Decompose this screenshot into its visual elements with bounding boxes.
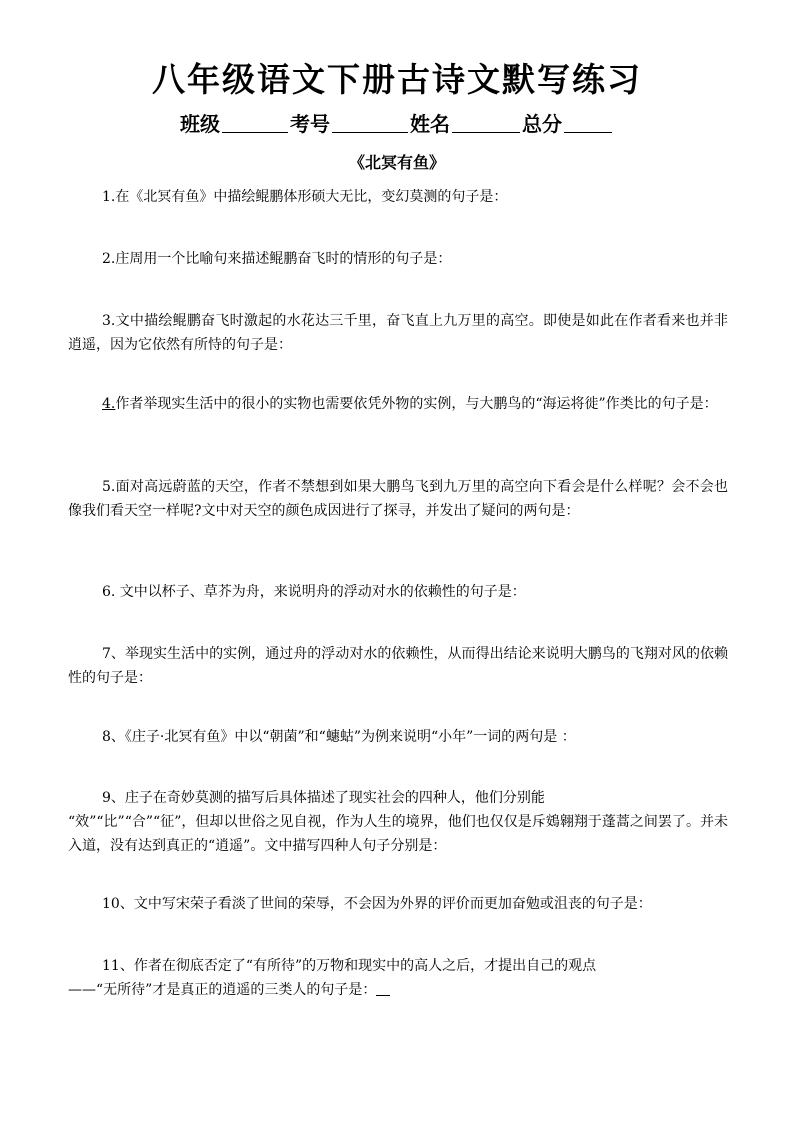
question-8: 8、《庄子·北冥有鱼》中以“朝菌”和“蟪蛄”为例来说明“小年”一词的两句是 ： — [102, 729, 576, 745]
question-2: 2.庄周用一个比喻句来描述鲲鹏奋飞时的情形的句子是： — [102, 251, 452, 267]
exam-no-blank[interactable] — [332, 112, 408, 133]
question-11 — [68, 954, 728, 1002]
section-title: 《北冥有鱼》 — [348, 153, 445, 172]
question-7: 7、举现实生活中的实例，通过舟的浮动对水的依赖性，从而得出结论来说明大鹏鸟的飞翔对风的依赖性的句子是： — [68, 646, 728, 686]
question-9-line-2: “效”“比”“合”“征”，但却以世俗之见自视，作为人生的境界，他们也仅仅是斥鴳翱翔于蓬蒿之间罢了。并未入道，没有达到真正的“逍遥”。文中描写四种人句子分别是： — [68, 814, 728, 854]
question-9-line-1: 9、庄子在奇妙莫测的描写后具体描述了现实社会的四种人，他们分别能 — [102, 790, 545, 806]
question-11-line-1: 11、作者在彻底否定了“有所待”的万物和现实中的高人之后，才提出自己的观点 — [102, 958, 597, 974]
question-4-number: 4. — [102, 396, 116, 412]
question-6: 6. 文中以杯子、草芥为舟，来说明舟的浮动对水的依赖性的句子是： — [102, 584, 526, 600]
question-10: 10、文中写宋荣子看淡了世间的荣辱，不会因为外界的评价而更加奋勉或沮丧的句子是： — [102, 896, 652, 912]
class-blank[interactable] — [222, 112, 288, 133]
question-4-text: 作者举现实生活中的很小的实物也需要依凭外物的实例，与大鹏鸟的“海运将徙”作类比的句子是： — [115, 396, 718, 412]
student-info-line — [0, 110, 794, 138]
total-blank[interactable] — [564, 112, 612, 133]
question-5: 5.面对高远蔚蓝的天空，作者不禁想到如果大鹏鸟飞到九万里的高空向下看会是什么样呢？会不会也像我们看天空一样呢?文中对天空的颜色成因进行了探寻，并发出了疑问的两句是： — [68, 479, 728, 519]
question-1: 1.在《北冥有鱼》中描绘鲲鹏体形硕大无比，变幻莫测的句子是： — [102, 189, 508, 205]
question-3: 3.文中描绘鲲鹏奋飞时激起的水花达三千里，奋飞直上九万里的高空。即使是如此在作者看来也并非逍遥，因为它依然有所恃的句子是： — [68, 313, 728, 353]
class-label: 班级 — [180, 112, 220, 136]
page-title: 八年级语文下册古诗文默写练习 — [152, 60, 642, 99]
name-blank[interactable] — [452, 112, 520, 133]
exam-no-label: 考号 — [290, 112, 330, 136]
name-label: 姓名 — [410, 112, 450, 136]
answer-blank[interactable] — [376, 981, 390, 996]
question-11-line-2: ——“无所待”才是真正的逍遥的三类人的句子是： — [68, 982, 377, 998]
total-label: 总分 — [522, 112, 562, 136]
question-4 — [68, 392, 728, 416]
question-9 — [68, 786, 728, 858]
